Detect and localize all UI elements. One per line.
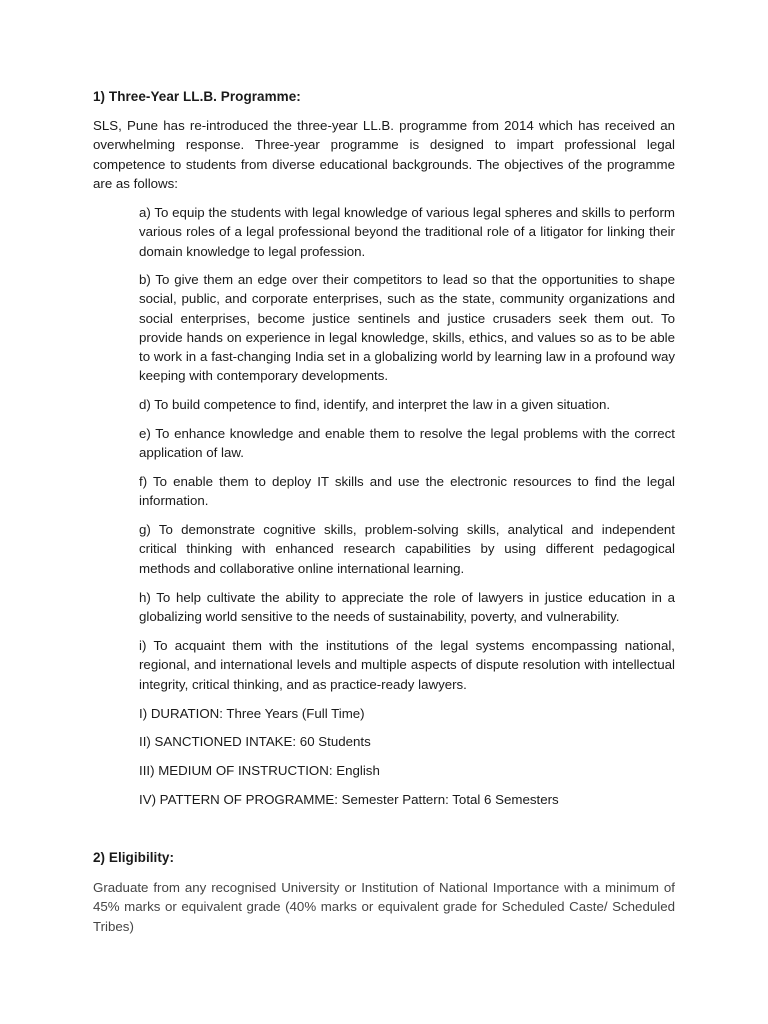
detail-intake: II) SANCTIONED INTAKE: 60 Students	[139, 734, 371, 749]
objective-f: f) To enable them to deploy IT skills and use the electronic resources to find the legal information.	[139, 474, 675, 509]
section2-heading: 2) Eligibility:	[93, 850, 175, 865]
eligibility-text: Graduate from any recognised University or Institution of National Importance with a minimum of 45% marks or equivalent grade (40% marks or equivalent grade for Scheduled Caste/ Scheduled Tribes)	[93, 880, 675, 934]
section1-heading: 1) Three-Year LL.B. Programme:	[93, 89, 301, 104]
objective-h: h) To help cultivate the ability to appreciate the role of lawyers in justice education in a globalizing world sensitive to the needs of sustainability, poverty, and vulnerability.	[139, 590, 675, 625]
detail-duration: I) DURATION: Three Years (Full Time)	[139, 706, 365, 721]
objective-g: g) To demonstrate cognitive skills, problem-solving skills, analytical and independent critical thinking with enhanced research capabilities by using different pedagogical methods and collaborative online international learning.	[139, 522, 675, 576]
objective-d: d) To build competence to find, identify, and interpret the law in a given situation.	[139, 397, 611, 412]
section1-intro: SLS, Pune has re-introduced the three-year LL.B. programme from 2014 which has received an overwhelming response. Three-year programme is designed to impart professional legal competence to students from diverse educational backgrounds. The objectives of the programme are as follows:	[93, 118, 675, 191]
objective-e: e) To enhance knowledge and enable them to resolve the legal problems with the correct application of law.	[139, 426, 675, 461]
objective-b: b) To give them an edge over their competitors to lead so that the opportunities to shape social, public, and corporate enterprises, such as the state, community organizations and social enterprises, become justice sentinels and justice crusaders seek them out. To provide hands on experience in legal knowledge, skills, ethics, and values so as to be able to work in a fast-changing India set in a globalizing world by learning law in a profound way keeping with contemporary developments.	[139, 272, 675, 384]
detail-medium: III) MEDIUM OF INSTRUCTION: English	[139, 763, 380, 778]
detail-pattern: IV) PATTERN OF PROGRAMME: Semester Pattern: Total 6 Semesters	[139, 792, 559, 807]
objective-a: a) To equip the students with legal knowledge of various legal spheres and skills to perform various roles of a legal professional beyond the traditional role of a litigator for linking their domain knowledge to legal profession.	[139, 205, 675, 259]
objective-i: i) To acquaint them with the institutions of the legal systems encompassing national, regional, and international levels and multiple aspects of dispute resolution with intellectual integrity, critical thinking, and as practice-ready lawyers.	[139, 638, 675, 692]
